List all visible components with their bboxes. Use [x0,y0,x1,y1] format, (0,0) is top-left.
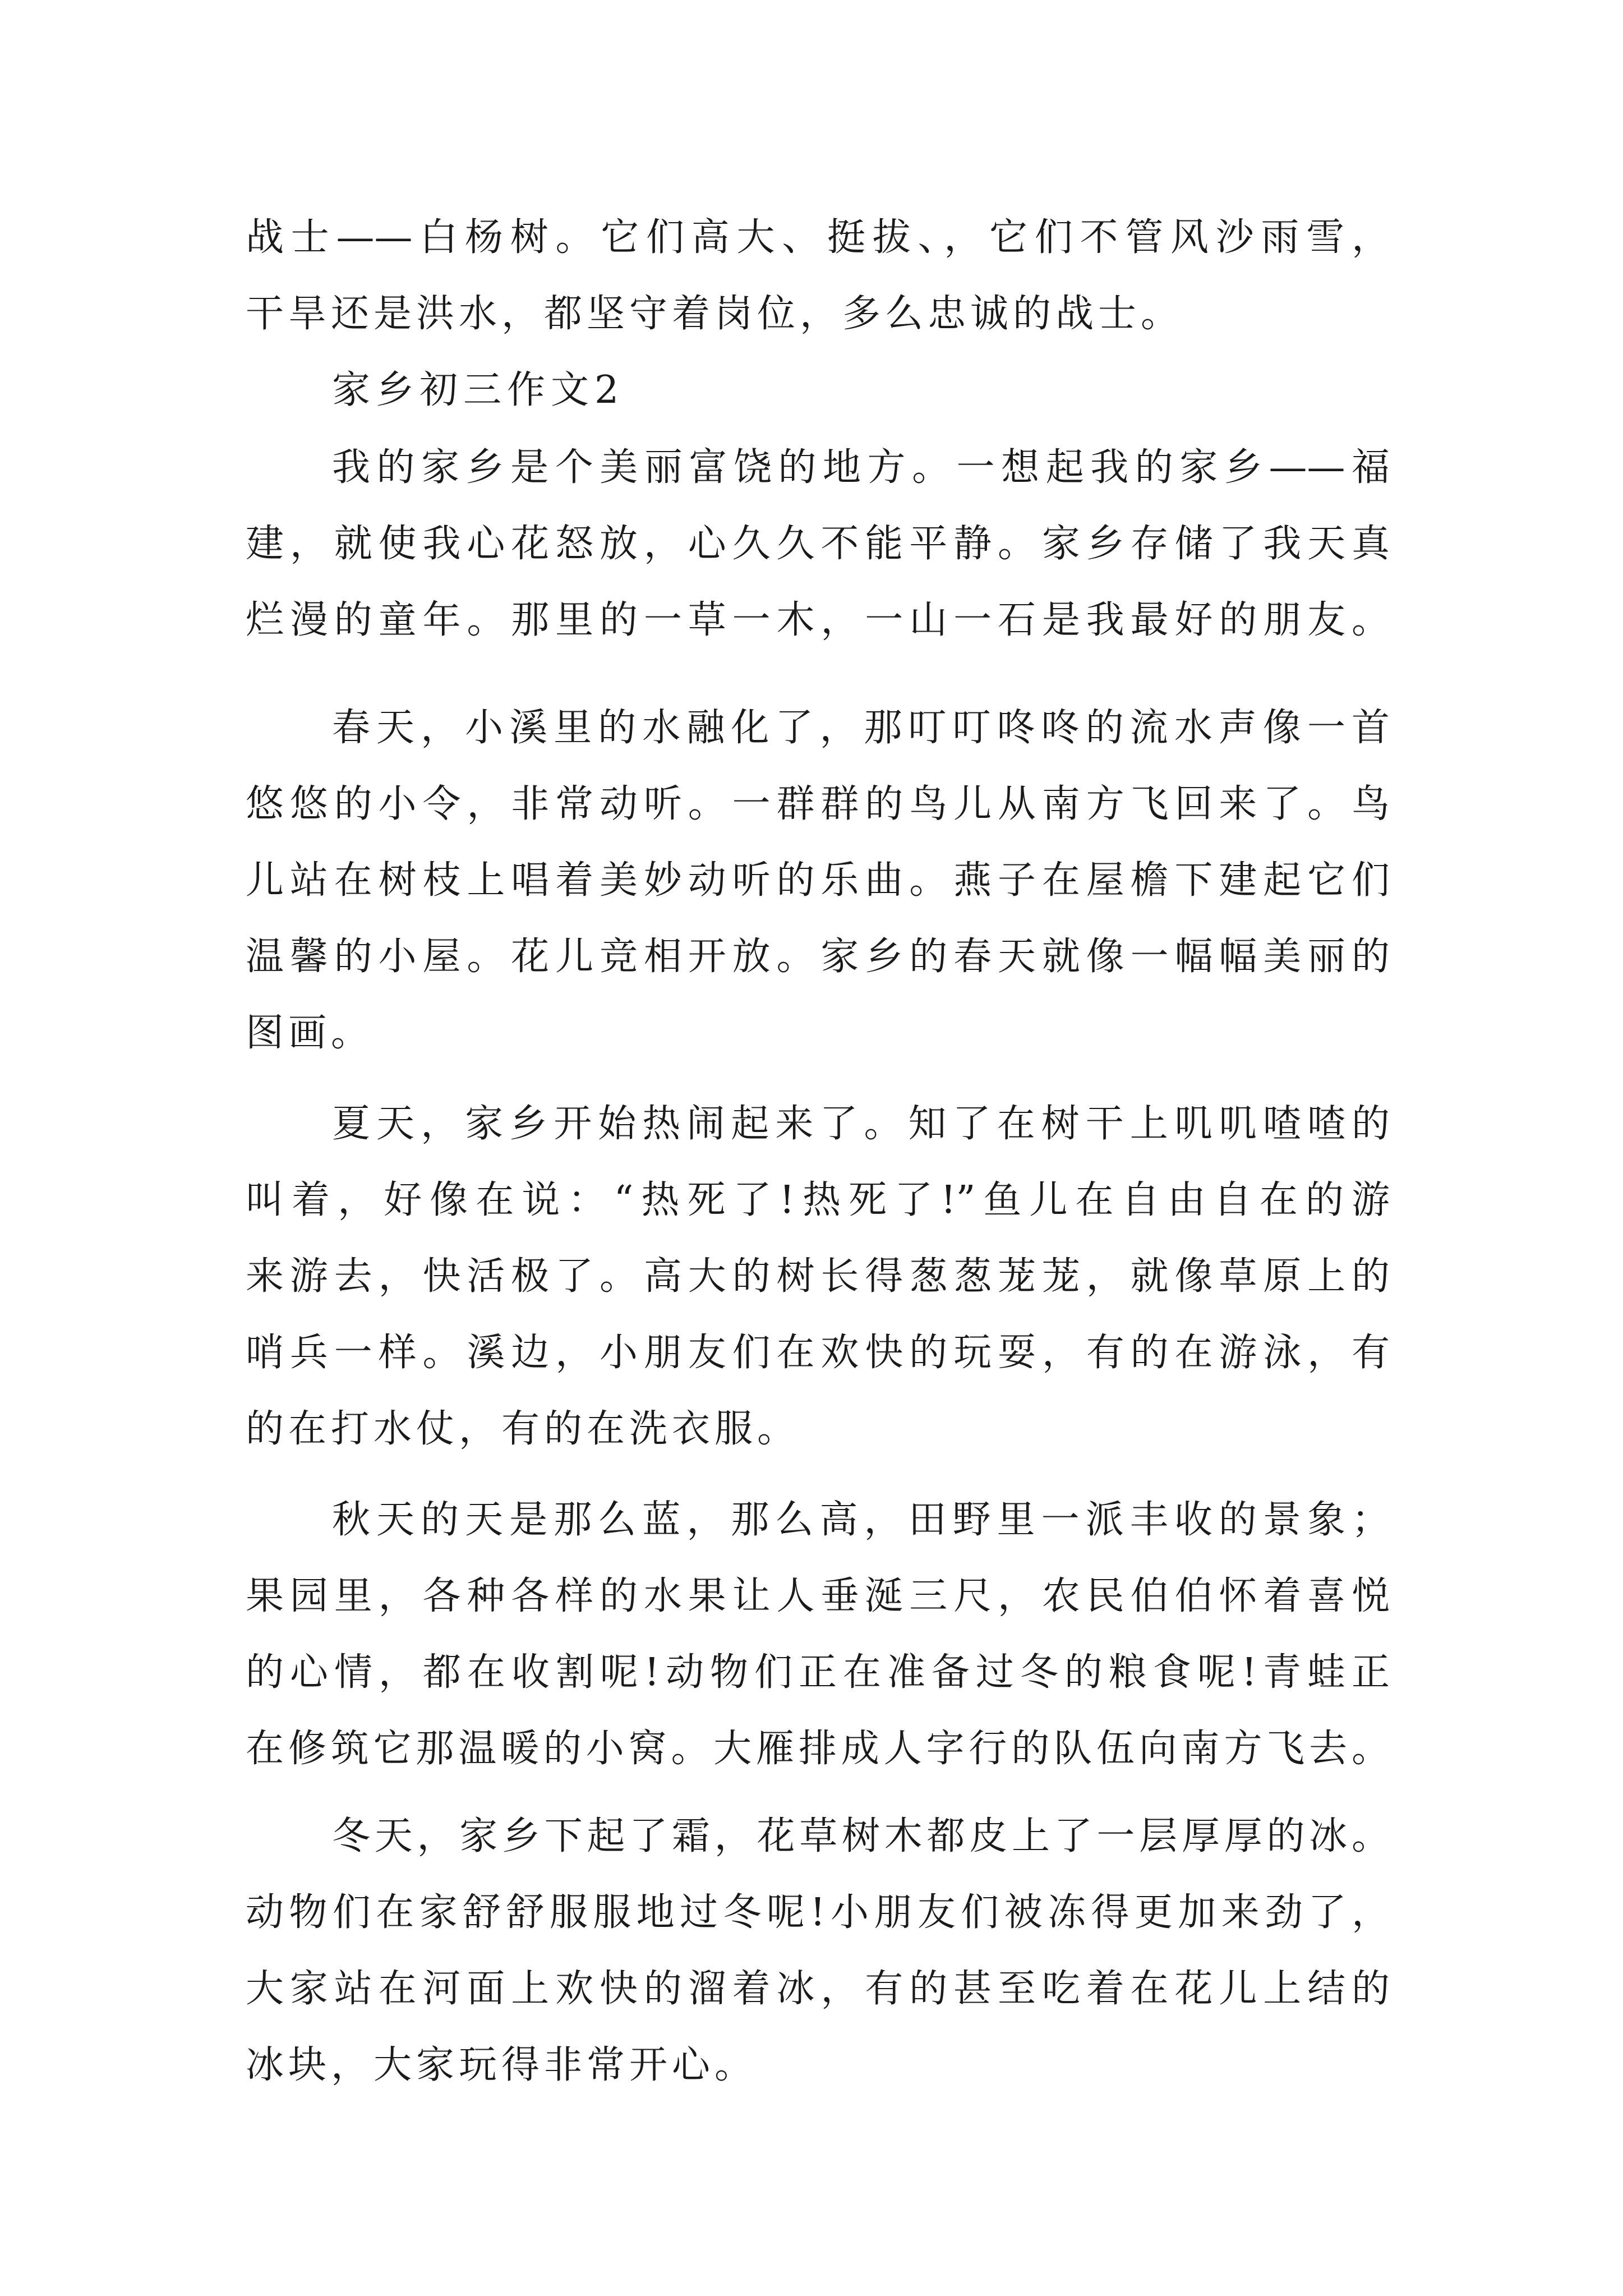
text-line: 动物们在家舒舒服服地过冬呢!小朋友们被冻得更加来劲了， [246,1890,1390,1935]
text-line: 果园里，各种各样的水果让人垂涎三尺，农民伯伯怀着喜悦 [246,1574,1390,1618]
text-line: 在修筑它那温暖的小窝。大雁排成人字行的队伍向南方飞去。 [246,1727,1390,1771]
section-heading: 家乡初三作文2 [332,368,625,412]
text-line: 战士——白杨树。它们高大、挺拔、，它们不管风沙雨雪， [246,215,1390,260]
text-line: 哨兵一样。溪边，小朋友们在欢快的玩耍，有的在游泳，有 [246,1331,1390,1375]
text-line: 干旱还是洪水，都坚守着岗位，多么忠诚的战士。 [246,292,1184,336]
text-line: 图画。 [246,1011,374,1055]
text-line: 建，就使我心花怒放，心久久不能平静。家乡存储了我天真 [246,522,1390,566]
text-line: 叫着，好像在说：“热死了!热死了!”鱼儿在自由自在的游 [246,1178,1390,1222]
text-line: 来游去，快活极了。高大的树长得葱葱茏茏，就像草原上的 [246,1254,1390,1299]
text-line: 悠悠的小令，非常动听。一群群的鸟儿从南方飞回来了。鸟 [246,782,1390,826]
text-line: 烂漫的童年。那里的一草一木，一山一石是我最好的朋友。 [246,598,1390,642]
text-line: 的心情，都在收割呢!动物们正在准备过冬的粮食呢!青蛙正 [246,1650,1390,1695]
text-line: 我的家乡是个美丽富饶的地方。一想起我的家乡——福 [332,445,1390,490]
text-line: 夏天，家乡开始热闹起来了。知了在树干上叽叽喳喳的 [332,1102,1390,1146]
text-line: 冬天，家乡下起了霜，花草树木都皮上了一层厚厚的冰。 [332,1814,1390,1858]
text-line: 秋天的天是那么蓝，那么高，田野里一派丰收的景象； [332,1498,1390,1542]
text-line: 大家站在河面上欢快的溜着冰，有的甚至吃着在花儿上结的 [246,1967,1390,2011]
text-line: 春天，小溪里的水融化了，那叮叮咚咚的流水声像一首 [332,706,1390,750]
text-line: 的在打水仗，有的在洗衣服。 [246,1407,800,1451]
text-line: 温馨的小屋。花儿竞相开放。家乡的春天就像一幅幅美丽的 [246,935,1390,979]
text-line: 儿站在树枝上唱着美妙动听的乐曲。燕子在屋檐下建起它们 [246,858,1390,903]
text-line: 冰块，大家玩得非常开心。 [246,2043,758,2087]
